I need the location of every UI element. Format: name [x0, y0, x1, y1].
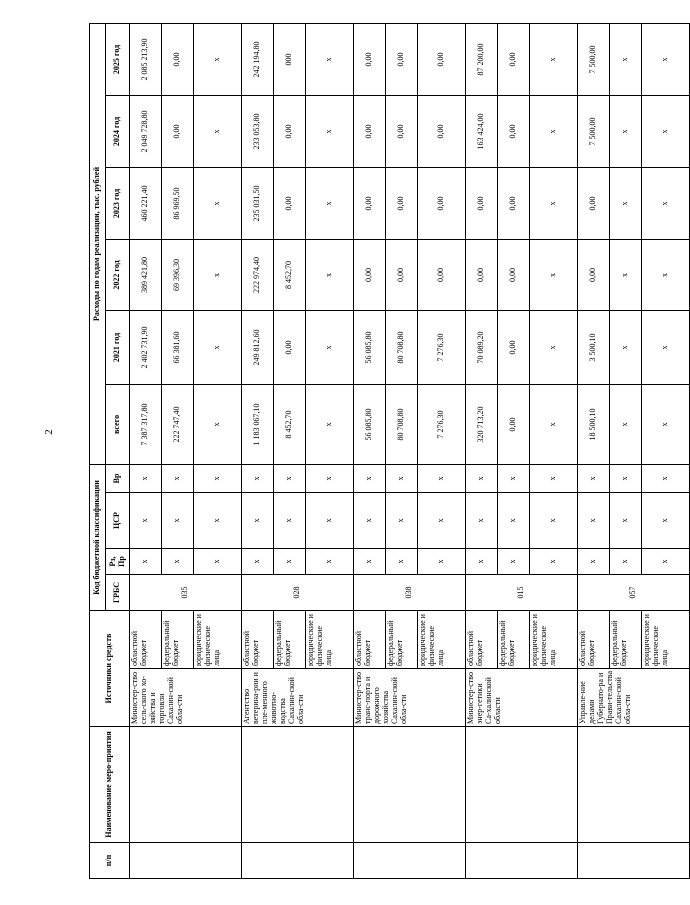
y2022-cell: x: [642, 239, 690, 310]
y2024-cell: 0,00: [418, 95, 466, 167]
y2023-cell: 0,00: [466, 167, 498, 239]
vr-cell: x: [162, 464, 194, 492]
row-num-cell: [242, 843, 354, 879]
y2022-cell: 0,00: [466, 239, 498, 310]
y2021-cell: 7 276,30: [418, 310, 466, 384]
total-cell: 18 500,10: [578, 384, 610, 464]
y2022-cell: 8 452,70: [274, 239, 306, 310]
rotated-table-wrapper: [89, 24, 670, 879]
csr-cell: x: [418, 492, 466, 548]
y2023-cell: x: [610, 167, 642, 239]
vr-cell: x: [466, 464, 498, 492]
table-body: [130, 23, 690, 878]
rz-cell: x: [274, 548, 306, 574]
y2023-cell: 0,00: [354, 167, 386, 239]
measure-name-cell: [466, 727, 578, 843]
organization-name: Министер-ство транс-порта и дорожного хозяйства Сахалин-ской обла-сти: [354, 669, 466, 727]
total-cell: 0,00: [498, 384, 530, 464]
y2024-cell: 233 053,80: [242, 95, 274, 167]
rz-cell: x: [162, 548, 194, 574]
csr-cell: x: [498, 492, 530, 548]
funding-source: федеральный бюджет: [498, 610, 530, 668]
y2024-cell: x: [642, 95, 690, 167]
organization-name: Агентство ветерина-рии и пле-менного животно-водства Сахалин-ской обла-сти: [242, 669, 354, 727]
y2021-cell: x: [610, 310, 642, 384]
y2023-cell: x: [194, 167, 242, 239]
y2025-cell: 2 085 213,90: [130, 23, 162, 95]
vr-cell: x: [274, 464, 306, 492]
vr-cell: x: [130, 464, 162, 492]
y2022-cell: 0,00: [354, 239, 386, 310]
csr-cell: x: [130, 492, 162, 548]
y2022-cell: 0,00: [418, 239, 466, 310]
y2025-cell: 0,00: [418, 23, 466, 95]
y2021-cell: 70 089,20: [466, 310, 498, 384]
y2025-cell: x: [610, 23, 642, 95]
grbs-code: 028: [242, 574, 354, 610]
y2025-cell: 0,00: [354, 23, 386, 95]
vr-cell: x: [610, 464, 642, 492]
col-grbs-header: ГРБС: [106, 574, 130, 610]
y2025-cell: x: [530, 23, 578, 95]
funding-source: юридические и физические лица: [530, 610, 578, 668]
budget-table: [89, 23, 690, 879]
y2022-cell: x: [194, 239, 242, 310]
col-name-header: Наименование меро-приятия: [90, 727, 130, 843]
y2024-cell: x: [306, 95, 354, 167]
csr-cell: x: [642, 492, 690, 548]
csr-cell: x: [354, 492, 386, 548]
vr-cell: x: [530, 464, 578, 492]
rz-cell: x: [610, 548, 642, 574]
y2021-cell: 2 402 731,90: [130, 310, 162, 384]
y2024-cell: x: [610, 95, 642, 167]
row-num-cell: [466, 843, 578, 879]
rz-cell: x: [578, 548, 610, 574]
funding-source: областной бюджет: [354, 610, 386, 668]
measure-name-cell: [130, 727, 242, 843]
table-row: [130, 23, 162, 878]
organization-name: Министер-ство энер-гетики Са-халинской области: [466, 669, 578, 727]
y2021-cell: 56 085,80: [354, 310, 386, 384]
csr-cell: x: [194, 492, 242, 548]
y2023-cell: 460 221,40: [130, 167, 162, 239]
funding-source: областной бюджет: [578, 610, 610, 668]
y2021-cell: x: [306, 310, 354, 384]
budget-code-header: Код бюджетной классификации: [90, 464, 106, 610]
measure-name-cell: [242, 727, 354, 843]
total-cell: x: [610, 384, 642, 464]
csr-cell: x: [610, 492, 642, 548]
vr-cell: x: [386, 464, 418, 492]
col-rzpr-header: Рз, Пр: [106, 548, 130, 574]
funding-source: федеральный бюджет: [386, 610, 418, 668]
total-cell: x: [642, 384, 690, 464]
y2024-cell: 163 424,00: [466, 95, 498, 167]
funding-source: федеральный бюджет: [610, 610, 642, 668]
organization-name: Управле-ние делами Губернато-ра и Прави-тельства Сахалин-ской обла-сти: [578, 669, 690, 727]
y2025-cell: 0,00: [386, 23, 418, 95]
y2025-cell: x: [306, 23, 354, 95]
table-row: [578, 23, 610, 878]
y2022-cell: x: [306, 239, 354, 310]
y2021-cell: 0,00: [498, 310, 530, 384]
col-num-header: п/п: [90, 843, 130, 879]
expenses-header: Расходы по годам реализации, тыс. рублей: [90, 23, 106, 464]
rz-cell: x: [498, 548, 530, 574]
y2021-cell: 249 812,60: [242, 310, 274, 384]
y2021-cell: 3 500,10: [578, 310, 610, 384]
y2025-cell: 0,00: [162, 23, 194, 95]
rz-cell: x: [306, 548, 354, 574]
y2024-cell: 7 500,00: [578, 95, 610, 167]
y2023-cell: 86 969,50: [162, 167, 194, 239]
y2025-cell: x: [642, 23, 690, 95]
table-row: [242, 23, 274, 878]
y2023-cell: 0,00: [418, 167, 466, 239]
col-year-header: 2024 год: [106, 95, 130, 167]
total-cell: 222 747,40: [162, 384, 194, 464]
grbs-code: 035: [130, 574, 242, 610]
y2024-cell: x: [530, 95, 578, 167]
vr-cell: x: [418, 464, 466, 492]
y2023-cell: 0,00: [386, 167, 418, 239]
y2024-cell: x: [194, 95, 242, 167]
y2022-cell: 222 974,40: [242, 239, 274, 310]
rz-cell: x: [386, 548, 418, 574]
col-sources-header: Источники средств: [90, 610, 130, 726]
csr-cell: x: [162, 492, 194, 548]
rz-cell: x: [466, 548, 498, 574]
vr-cell: x: [578, 464, 610, 492]
csr-cell: x: [578, 492, 610, 548]
grbs-code: 015: [466, 574, 578, 610]
rz-cell: x: [130, 548, 162, 574]
total-cell: x: [530, 384, 578, 464]
total-cell: 7 387 317,80: [130, 384, 162, 464]
vr-cell: x: [354, 464, 386, 492]
rz-cell: x: [194, 548, 242, 574]
y2025-cell: 242 194,80: [242, 23, 274, 95]
y2024-cell: 2 049 728,80: [130, 95, 162, 167]
y2022-cell: 0,00: [386, 239, 418, 310]
y2021-cell: 0,00: [274, 310, 306, 384]
y2024-cell: 0,00: [354, 95, 386, 167]
funding-source: областной бюджет: [466, 610, 498, 668]
y2025-cell: 0,00: [498, 23, 530, 95]
table-row: [466, 23, 498, 878]
y2024-cell: 0,00: [162, 95, 194, 167]
col-year-header: 2022 год: [106, 239, 130, 310]
col-csr-header: ЦСР: [106, 492, 130, 548]
csr-cell: x: [306, 492, 354, 548]
funding-source: федеральный бюджет: [274, 610, 306, 668]
measure-name-cell: [578, 727, 690, 843]
vr-cell: x: [306, 464, 354, 492]
total-cell: 7 276,30: [418, 384, 466, 464]
csr-cell: x: [466, 492, 498, 548]
row-num-cell: [130, 843, 242, 879]
y2022-cell: 0,00: [578, 239, 610, 310]
y2024-cell: 0,00: [498, 95, 530, 167]
funding-source: федеральный бюджет: [162, 610, 194, 668]
y2023-cell: 0,00: [498, 167, 530, 239]
col-year-header: 2021 год: [106, 310, 130, 384]
funding-source: юридические и физические лица: [642, 610, 690, 668]
rz-cell: x: [242, 548, 274, 574]
csr-cell: x: [274, 492, 306, 548]
funding-source: юридические и физические лица: [418, 610, 466, 668]
y2021-cell: 80 708,80: [386, 310, 418, 384]
csr-cell: x: [530, 492, 578, 548]
total-cell: x: [194, 384, 242, 464]
y2022-cell: x: [530, 239, 578, 310]
y2021-cell: x: [642, 310, 690, 384]
rz-cell: x: [354, 548, 386, 574]
total-cell: 56 085,80: [354, 384, 386, 464]
vr-cell: x: [642, 464, 690, 492]
col-year-header: 2023 год: [106, 167, 130, 239]
grbs-code: 057: [578, 574, 690, 610]
col-year-header: 2025 год: [106, 23, 130, 95]
funding-source: юридические и физические лица: [306, 610, 354, 668]
y2023-cell: x: [306, 167, 354, 239]
y2025-cell: 87 200,00: [466, 23, 498, 95]
total-cell: x: [306, 384, 354, 464]
y2022-cell: 389 421,80: [130, 239, 162, 310]
y2023-cell: 235 031,50: [242, 167, 274, 239]
funding-source: областной бюджет: [130, 610, 162, 668]
col-vr-header: Вр: [106, 464, 130, 492]
organization-name: Министер-ство сель-ского хо-зяйства и торговли Сахалин-ской обла-сти: [130, 669, 242, 727]
y2023-cell: x: [530, 167, 578, 239]
y2024-cell: 0,00: [386, 95, 418, 167]
vr-cell: x: [242, 464, 274, 492]
y2022-cell: 69 396,30: [162, 239, 194, 310]
y2025-cell: x: [194, 23, 242, 95]
y2023-cell: 0,00: [578, 167, 610, 239]
total-cell: 8 452,70: [274, 384, 306, 464]
total-cell: 320 713,20: [466, 384, 498, 464]
page-number: 2: [42, 429, 55, 435]
y2022-cell: x: [610, 239, 642, 310]
total-cell: 80 708,80: [386, 384, 418, 464]
vr-cell: x: [194, 464, 242, 492]
vr-cell: x: [498, 464, 530, 492]
funding-source: областной бюджет: [242, 610, 274, 668]
total-cell: 1 183 067,10: [242, 384, 274, 464]
csr-cell: x: [242, 492, 274, 548]
csr-cell: x: [386, 492, 418, 548]
table-row: [354, 23, 386, 878]
y2023-cell: 0,00: [274, 167, 306, 239]
rz-cell: x: [642, 548, 690, 574]
y2024-cell: 0,00: [274, 95, 306, 167]
y2021-cell: x: [530, 310, 578, 384]
row-num-cell: [578, 843, 690, 879]
funding-source: юридические и физические лица: [194, 610, 242, 668]
y2023-cell: x: [642, 167, 690, 239]
rz-cell: x: [530, 548, 578, 574]
grbs-code: 038: [354, 574, 466, 610]
y2025-cell: 7 500,00: [578, 23, 610, 95]
rz-cell: x: [418, 548, 466, 574]
y2021-cell: 66 381,60: [162, 310, 194, 384]
measure-name-cell: [354, 727, 466, 843]
row-num-cell: [354, 843, 466, 879]
y2025-cell: 000: [274, 23, 306, 95]
y2021-cell: x: [194, 310, 242, 384]
col-total-header: всего: [106, 384, 130, 464]
y2022-cell: 0,00: [498, 239, 530, 310]
